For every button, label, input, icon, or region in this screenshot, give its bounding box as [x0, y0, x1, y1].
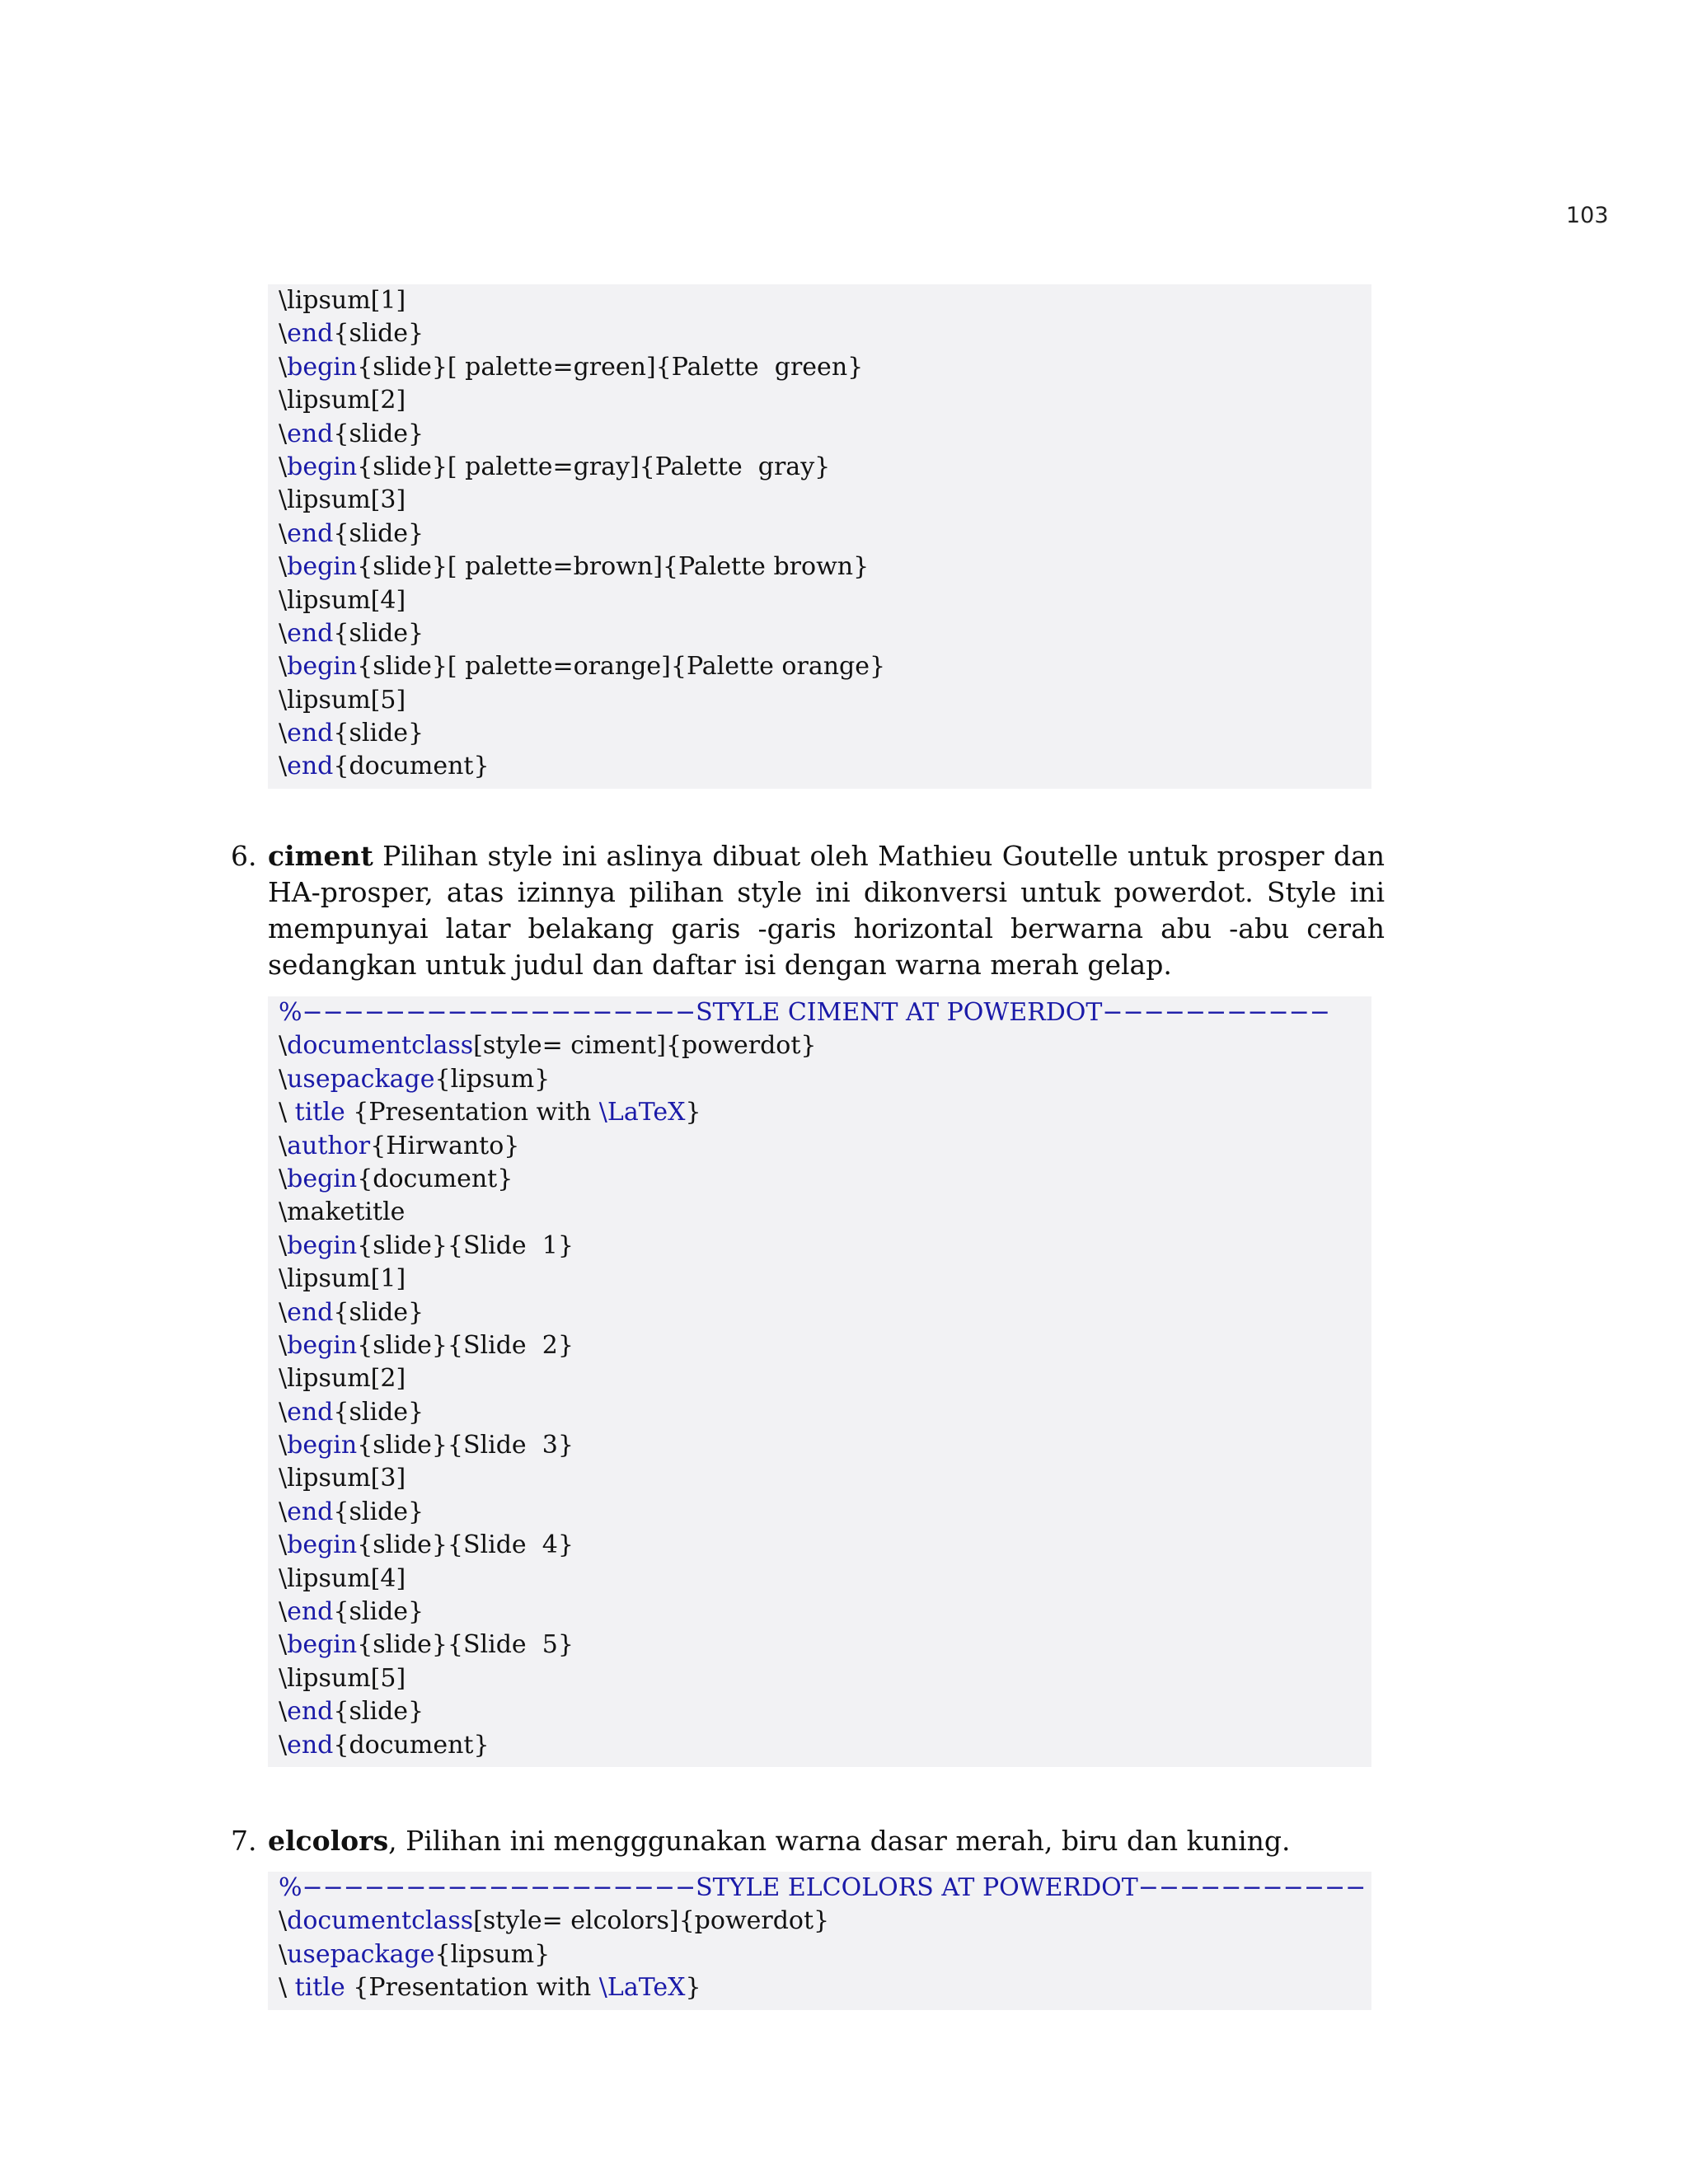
code-text: {slide}: [333, 518, 424, 548]
code-text: {lipsum}: [434, 1939, 551, 1969]
code-text: \: [279, 618, 288, 648]
code-text: {slide}[ palette=gray]{Palette gray}: [357, 452, 831, 481]
code-line: [279, 684, 1372, 717]
code-comment: %−−−−−−−−−−−−−−−−−−−STYLE ELCOLORS AT POWERDOT−−−−−−−−−−−: [279, 1873, 1367, 1902]
code-text: \: [279, 1131, 288, 1160]
code-text: {Hirwanto}: [370, 1131, 520, 1160]
list-description: Pilihan style ini aslinya dibuat oleh Mathieu Goutelle untuk prosper dan HA-prosper, atas izinnya pilihan style ini dikonversi untuk powerdot. Style ini mempunyai latar belakang garis -garis horizontal berwarna abu -abu cerah sedangkan untuk judul dan daftar isi dengan warna merah gelap.: [268, 840, 1385, 981]
code-keyword: begin: [287, 452, 358, 481]
code-text: [style= elcolors]{powerdot}: [473, 1906, 830, 1936]
code-keyword: end: [287, 419, 334, 448]
code-text: \lipsum[2]: [279, 386, 406, 415]
code-line: [279, 584, 1372, 617]
code-text: {slide}{Slide 2}: [357, 1330, 574, 1360]
code-text: \lipsum[3]: [279, 1464, 406, 1493]
code-line: [279, 617, 1372, 650]
code-text: \: [279, 1530, 288, 1560]
code-keyword: begin: [287, 552, 358, 582]
code-keyword: title: [294, 1973, 345, 2003]
code-line: [279, 1130, 1372, 1163]
code-text: \: [279, 1497, 288, 1526]
code-keyword: end: [287, 518, 334, 548]
code-keyword: \LaTeX: [598, 1973, 686, 2003]
code-text: {document}: [357, 1164, 513, 1193]
code-text: {Presentation with: [345, 1098, 599, 1127]
code-text: \maketitle: [279, 1197, 406, 1227]
code-line: [279, 518, 1372, 551]
code-line: [279, 1263, 1372, 1296]
code-keyword: begin: [287, 1164, 358, 1193]
code-text: {slide}: [333, 1697, 424, 1727]
code-keyword: end: [287, 319, 334, 349]
code-text: [style= ciment]{powerdot}: [473, 1031, 817, 1061]
code-keyword: \LaTeX: [598, 1098, 686, 1127]
code-line: [279, 1629, 1372, 1661]
code-text: \: [279, 719, 288, 748]
list-item-text: [268, 838, 1385, 983]
code-text: \: [279, 1230, 288, 1260]
code-line: [279, 1938, 1372, 1971]
code-line: [279, 1163, 1372, 1196]
code-line: [279, 284, 1372, 317]
code-line: [279, 1971, 1372, 2004]
code-keyword: usepackage: [287, 1939, 435, 1969]
code-text: \: [279, 352, 288, 382]
code-text: {slide}[ palette=brown]{Palette brown}: [357, 552, 870, 582]
code-text: \lipsum[4]: [279, 1563, 406, 1593]
code-text: {slide}: [333, 1297, 424, 1327]
code-text: \: [279, 1031, 288, 1061]
code-line: [279, 384, 1372, 417]
code-text: {slide}[ palette=orange]{Palette orange}: [357, 652, 886, 682]
code-keyword: begin: [287, 1230, 358, 1260]
page-number: 103: [1566, 203, 1609, 228]
code-text: \: [279, 319, 288, 349]
code-keyword: end: [287, 1730, 334, 1760]
code-text: \: [279, 1730, 288, 1760]
code-keyword: end: [287, 1597, 334, 1627]
code-text: {slide}: [333, 719, 424, 748]
code-text: \lipsum[2]: [279, 1364, 406, 1394]
code-line: [279, 1529, 1372, 1562]
code-text: \lipsum[3]: [279, 485, 406, 515]
code-text: \: [279, 1330, 288, 1360]
code-line: [279, 1905, 1372, 1938]
code-text: \: [279, 452, 288, 481]
code-text: \: [279, 1973, 295, 2003]
code-text: {slide}: [333, 319, 424, 349]
code-keyword: end: [287, 752, 334, 781]
code-keyword: end: [287, 618, 334, 648]
list-term: elcolors: [268, 1825, 389, 1857]
code-text: {slide}{Slide 5}: [357, 1630, 574, 1660]
code-text: \: [279, 1098, 295, 1127]
code-text: \: [279, 1906, 288, 1936]
code-line: [279, 1329, 1372, 1362]
code-text: \lipsum[4]: [279, 585, 406, 615]
code-line: [279, 1662, 1372, 1695]
code-text: \: [279, 1064, 288, 1094]
code-text: \lipsum[5]: [279, 1663, 406, 1693]
code-text: {slide}{Slide 3}: [357, 1431, 574, 1460]
code-line: [279, 1296, 1372, 1329]
code-line: [279, 1729, 1372, 1762]
code-text: \: [279, 652, 288, 682]
code-line: [279, 1029, 1372, 1062]
code-text: {slide}[ palette=green]{Palette green}: [357, 352, 864, 382]
list-number: 7.: [231, 1825, 257, 1857]
code-text: {document}: [333, 1730, 490, 1760]
code-text: \: [279, 1397, 288, 1427]
code-line: [279, 451, 1372, 484]
code-keyword: author: [287, 1131, 371, 1160]
code-text: {slide}{Slide 1}: [357, 1230, 574, 1260]
code-line: [279, 750, 1372, 783]
code-text: {slide}: [333, 1497, 424, 1526]
code-line: [279, 1695, 1372, 1728]
code-text: {lipsum}: [434, 1064, 551, 1094]
code-text: \: [279, 1297, 288, 1327]
code-text: \: [279, 1597, 288, 1627]
code-line: [279, 1362, 1372, 1395]
code-keyword: begin: [287, 352, 358, 382]
code-block-ciment: [268, 996, 1372, 1767]
code-text: \lipsum[1]: [279, 1264, 406, 1294]
code-keyword: begin: [287, 1630, 358, 1660]
code-line: [279, 1872, 1372, 1905]
code-keyword: end: [287, 1497, 334, 1526]
code-text: \: [279, 518, 288, 548]
list-term: ciment: [268, 840, 373, 872]
code-text: {slide}{Slide 4}: [357, 1530, 574, 1560]
code-keyword: end: [287, 1297, 334, 1327]
code-line: [279, 1063, 1372, 1096]
code-text: {document}: [333, 752, 490, 781]
code-text: {slide}: [333, 419, 424, 448]
code-line: [279, 418, 1372, 451]
code-keyword: begin: [287, 1530, 358, 1560]
code-keyword: begin: [287, 652, 358, 682]
code-line: [279, 1196, 1372, 1229]
code-text: \: [279, 419, 288, 448]
list-description: , Pilihan ini mengggunakan warna dasar merah, biru dan kuning.: [388, 1825, 1291, 1857]
code-text: {slide}: [333, 1397, 424, 1427]
code-text: {slide}: [333, 1597, 424, 1627]
code-text: \: [279, 1939, 288, 1969]
list-item-text: [268, 1823, 1385, 1859]
code-text: }: [685, 1973, 701, 2003]
code-text: \lipsum[1]: [279, 286, 406, 315]
code-line: [279, 1429, 1372, 1462]
code-text: \: [279, 752, 288, 781]
code-text: }: [685, 1098, 701, 1127]
code-keyword: end: [287, 1397, 334, 1427]
code-keyword: begin: [287, 1330, 358, 1360]
code-text: {slide}: [333, 618, 424, 648]
code-line: [279, 1462, 1372, 1495]
code-line: [279, 1096, 1372, 1129]
code-text: \: [279, 1630, 288, 1660]
code-line: [279, 1563, 1372, 1596]
code-line: [279, 484, 1372, 517]
code-line: [279, 650, 1372, 683]
code-keyword: title: [294, 1098, 345, 1127]
code-text: \: [279, 1164, 288, 1193]
code-keyword: documentclass: [287, 1906, 474, 1936]
code-line: [279, 317, 1372, 350]
code-keyword: begin: [287, 1431, 358, 1460]
code-text: \: [279, 1431, 288, 1460]
code-keyword: documentclass: [287, 1031, 474, 1061]
code-line: [279, 1496, 1372, 1529]
code-line: [279, 717, 1372, 750]
code-block-elcolors: [268, 1872, 1372, 2010]
code-text: {Presentation with: [345, 1973, 599, 2003]
code-line: [279, 1596, 1372, 1629]
code-line: [279, 996, 1372, 1029]
code-text: \lipsum[5]: [279, 685, 406, 715]
code-comment: %−−−−−−−−−−−−−−−−−−−STYLE CIMENT AT POWERDOT−−−−−−−−−−−: [279, 998, 1330, 1027]
code-line: [279, 351, 1372, 384]
code-text: \: [279, 552, 288, 582]
code-keyword: end: [287, 1697, 334, 1727]
code-line: [279, 551, 1372, 583]
code-keyword: usepackage: [287, 1064, 435, 1094]
code-text: \: [279, 1697, 288, 1727]
code-block-palettes: [268, 284, 1372, 789]
code-line: [279, 1396, 1372, 1429]
code-keyword: end: [287, 719, 334, 748]
list-number: 6.: [231, 840, 257, 872]
code-line: [279, 1230, 1372, 1263]
